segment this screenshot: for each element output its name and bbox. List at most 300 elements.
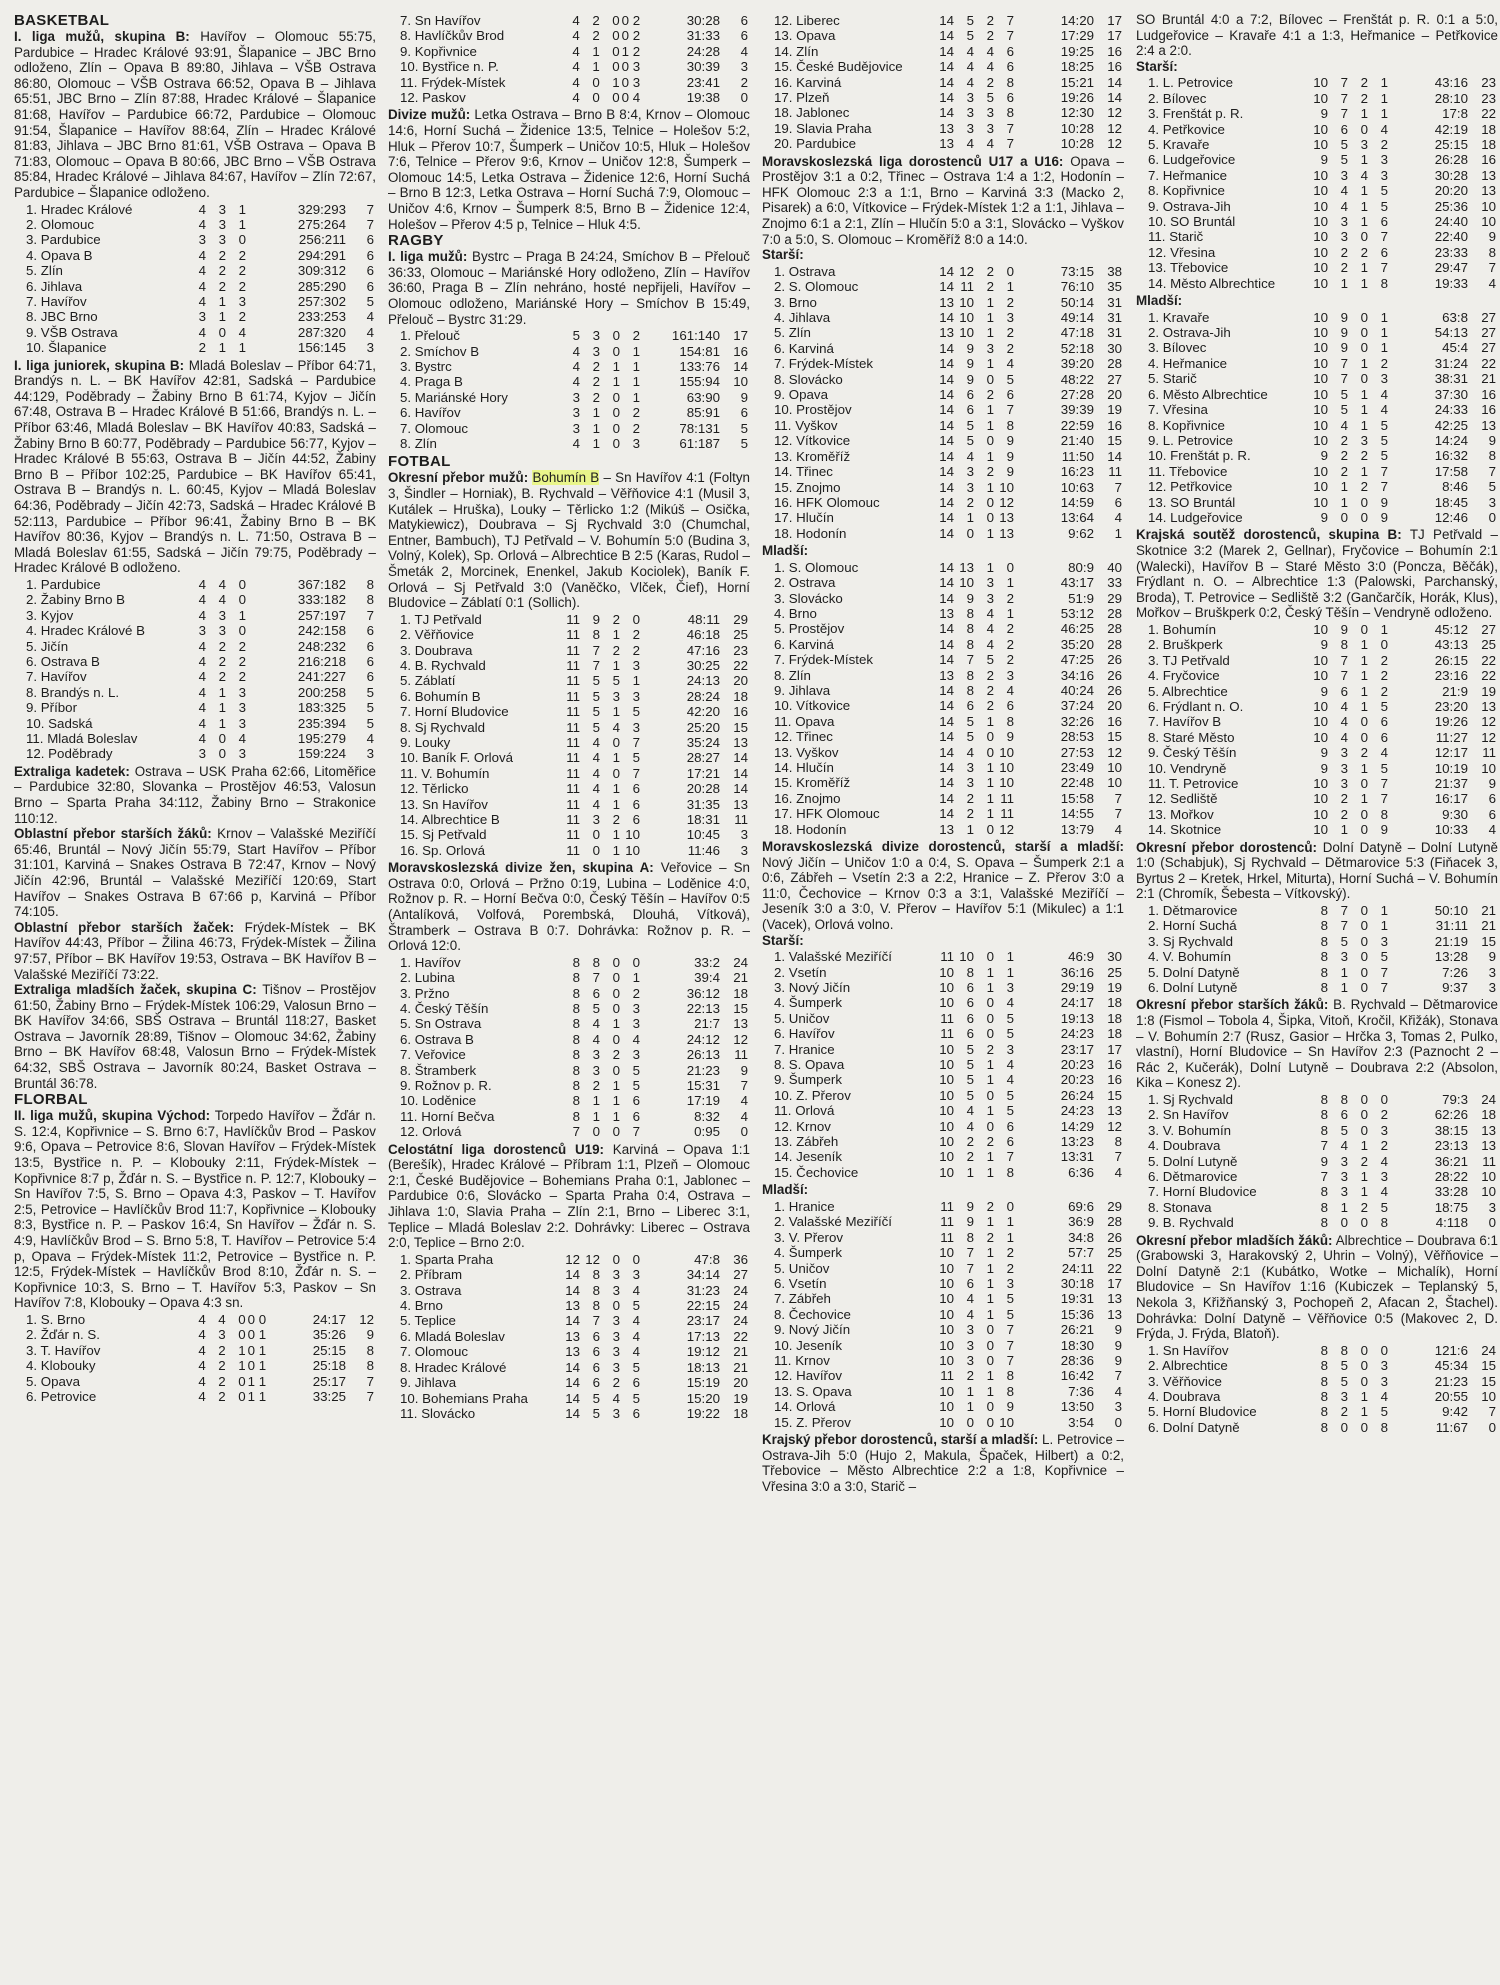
table-row — [762, 668, 1124, 683]
losses-cell: 1 2 — [621, 43, 641, 59]
score-cell: 233:253 — [297, 309, 346, 325]
table-row — [762, 449, 1124, 464]
wins-cell: 1 — [218, 700, 226, 716]
score-cell: 40:24 — [1060, 682, 1094, 698]
wins-cell: 3 — [1340, 1389, 1348, 1404]
score-cell: 19:33 — [1434, 275, 1468, 291]
points-cell: 6 — [1488, 806, 1496, 822]
draws-cell: 0 — [1360, 325, 1368, 341]
losses-cell: 3 — [1380, 1373, 1388, 1389]
draws-cell: 1 — [986, 479, 994, 495]
losses-cell: 1 — [1380, 90, 1388, 106]
team-cell: 3. Věřňovice — [1148, 1373, 1222, 1389]
losses-cell: 7 — [632, 1124, 640, 1140]
points-cell: 7 — [366, 1373, 374, 1389]
points-cell: 22 — [733, 1328, 748, 1344]
played-cell: 10 — [1313, 621, 1328, 637]
draws-cell: 3 — [986, 590, 994, 606]
points-cell: 4 — [1114, 821, 1122, 837]
losses-cell — [248, 309, 268, 324]
wins-cell: 6 — [1340, 1107, 1348, 1123]
points-cell: 16 — [1107, 1057, 1122, 1073]
points-cell: 0 — [1488, 1215, 1496, 1231]
team-cell: 3. Slovácko — [774, 590, 843, 606]
team-cell: 4. V. Bohumín — [1148, 949, 1232, 965]
score-cell: 285:290 — [297, 278, 346, 294]
wins-cell: 10 — [959, 310, 974, 326]
score-cell: 32:26 — [1060, 713, 1094, 729]
points-cell: 17 — [1107, 13, 1122, 28]
played-cell: 14 — [939, 729, 954, 745]
wins-cell: 7 — [592, 970, 600, 986]
wins-cell: 1 — [218, 684, 226, 700]
points-cell: 13 — [1481, 1122, 1496, 1138]
table-row — [1136, 106, 1498, 121]
wins-cell: 4 — [1340, 714, 1348, 730]
losses-cell: 7 — [1006, 120, 1014, 136]
played-cell: 3 — [572, 420, 580, 436]
competition-name: Krajská soutěž dorostenců, skupina B: — [1136, 527, 1402, 543]
wins-cell: 2 — [1340, 244, 1348, 260]
table-row — [762, 387, 1124, 402]
played-cell: 14 — [565, 1375, 580, 1391]
team-cell: 7. Frýdek-Místek — [774, 356, 874, 372]
draws-cell: 1 — [612, 750, 620, 766]
results-paragraph: Krajská soutěž dorostenců, skupina B: TJ Petřvald – Skotnice 3:2 (Marek 2, Gellnar), Fryčovice – Bohumín 2:1 (Walecki), Havířov B – Staré Město 3:0 (Poncza, Běčák), Frýdlant n. O. – Albrechtice 1:3 (Palowski, Parchanský, Broda), T. Petrovice – Sedliště 3:2 (Gančarčík, Horák, Klus), Mořkov – Bruškperk 0:2, Český Těšín – Vendryně odloženo. — [1136, 527, 1498, 621]
results-paragraph: Okresní přebor dorostenců: Dolní Datyně – Dolní Lutyně 1:0 (Schabjuk), Sj Rychvald – Dětmarovice 5:3 (Fiňacek 3, Byrtus 2 – Kretek, Hrkel, Miturta), Horní Suchá – V. Bohumín 2:1 (Chromík, Šebesta – Vítkovský). — [1136, 839, 1498, 902]
wins-cell: 6 — [966, 402, 974, 418]
points-cell: 11 — [1482, 745, 1496, 761]
table-row — [1136, 418, 1498, 433]
played-cell: 14 — [565, 1405, 580, 1421]
draws-cell: 0 — [612, 420, 620, 436]
points-cell: 15 — [733, 1001, 748, 1017]
table-row — [762, 1353, 1124, 1368]
wins-cell: 9 — [1340, 340, 1348, 356]
losses-cell: 2 — [1380, 668, 1388, 684]
table-row — [14, 731, 376, 746]
table-row — [388, 970, 750, 985]
played-cell: 4 — [198, 669, 206, 685]
draws-cell: 3 — [612, 1267, 620, 1283]
score-cell: 39:4 — [694, 970, 720, 986]
team-cell: 10. Bohemians Praha — [400, 1390, 528, 1406]
team-cell: 2. Horní Suchá — [1148, 918, 1237, 934]
points-cell: 16 — [1107, 1072, 1122, 1088]
points-cell: 31 — [1107, 294, 1122, 310]
losses-cell — [248, 294, 268, 309]
team-cell: 9. Jihlava — [400, 1375, 457, 1391]
subheading: Starší: — [762, 247, 804, 263]
losses-cell: 0 1 — [247, 1342, 267, 1358]
losses-cell: 0 2 — [621, 28, 641, 44]
team-cell: 6. Ludgeřovice — [1148, 152, 1236, 168]
wins-cell: 4 — [966, 59, 974, 75]
score-cell: 20:55 — [1434, 1389, 1468, 1404]
draws-cell: 1 — [612, 1078, 620, 1094]
team-cell: 8. Kopřivnice — [1148, 417, 1225, 433]
played-cell: 4 — [572, 436, 580, 451]
competition-name: Extraliga kadetek: — [14, 763, 130, 779]
wins-cell: 5 — [1340, 1358, 1348, 1374]
losses-cell: 7 — [1380, 775, 1388, 791]
team-cell: 2. Příbram — [400, 1267, 463, 1283]
points-cell: 25 — [1481, 637, 1496, 653]
losses-cell: 5 — [1380, 417, 1388, 433]
team-cell: 1. Sn Havířov — [1148, 1342, 1229, 1358]
wins-cell: 4 — [592, 781, 600, 797]
team-cell: 15. České Budějovice — [774, 59, 903, 75]
team-cell: 6. Ostrava B — [26, 653, 100, 669]
points-cell: 13 — [1107, 1103, 1122, 1119]
played-cell: 4 — [198, 278, 206, 294]
wins-cell: 1 — [1340, 275, 1348, 291]
points-cell: 8 — [366, 576, 374, 592]
draws-cell: 0 — [612, 1124, 620, 1140]
wins-cell: 5 — [1340, 386, 1348, 402]
subheading: Mladší: — [762, 543, 809, 559]
team-cell: 10. Jeseník — [774, 1337, 843, 1353]
score-cell: 23:20 — [1434, 698, 1468, 714]
played-cell: 8 — [1320, 1419, 1328, 1435]
losses-cell: 8 — [1380, 1419, 1388, 1435]
played-cell: 8 — [1320, 902, 1328, 918]
table-row — [762, 1291, 1124, 1306]
wins-cell: 8 — [966, 636, 974, 652]
team-cell: 6. Dolní Lutyně — [1148, 980, 1238, 995]
score-cell: 195:279 — [297, 730, 346, 746]
wins-cell: 8 — [592, 1298, 600, 1314]
table-row — [14, 1343, 376, 1358]
played-cell: 10 — [1313, 260, 1328, 276]
played-cell: 11 — [940, 1229, 954, 1245]
competition-name: Moravskoslezská divize žen, skupina A: — [388, 860, 654, 876]
team-cell: 14. Albrechtice B — [400, 812, 500, 828]
score-cell: 48:22 — [1060, 371, 1094, 387]
table-row — [388, 627, 750, 642]
draws-cell: 1 — [612, 842, 620, 858]
draws-cell: 2 — [986, 698, 994, 714]
played-cell: 10 — [1313, 791, 1328, 807]
score-cell: 24:13 — [686, 673, 720, 689]
wins-cell: 0 — [218, 730, 226, 746]
team-cell: 8. Stonava — [1148, 1199, 1212, 1215]
table-row — [14, 1327, 376, 1342]
table-row — [388, 75, 750, 90]
wins-cell: 6 — [592, 1344, 600, 1360]
score-cell: 13:50 — [1060, 1399, 1094, 1415]
table-row — [762, 1134, 1124, 1149]
table-row — [762, 822, 1124, 837]
points-cell: 11 — [1108, 464, 1122, 480]
table-row — [14, 325, 376, 340]
losses-cell: 6 — [1006, 1134, 1014, 1150]
wins-cell: 5 — [592, 1405, 600, 1421]
table-row — [14, 592, 376, 607]
wins-cell: 2 — [1340, 260, 1348, 276]
team-cell: 1. Kravaře — [1148, 309, 1210, 325]
points-cell: 27 — [1481, 309, 1496, 325]
played-cell: 10 — [939, 1322, 954, 1338]
team-cell: 10. Baník F. Orlová — [400, 750, 514, 766]
played-cell: 10 — [1313, 386, 1328, 402]
score-cell: 51:9 — [1068, 590, 1094, 606]
wins-cell: 2 — [592, 358, 600, 374]
wins-cell: 6 — [966, 387, 974, 403]
played-cell: 10 — [1313, 714, 1328, 730]
score-cell: 24:23 — [1060, 1103, 1094, 1119]
points-cell: 9 — [1488, 432, 1496, 448]
competition-name: I. liga juniorek, skupina B: — [14, 357, 185, 373]
draws-cell: 0 — [238, 1389, 246, 1404]
wins-cell: 6 — [966, 1275, 974, 1291]
score-cell: 39:20 — [1060, 356, 1094, 372]
draws-cell: 2 — [612, 1375, 620, 1391]
wins-cell: 1 — [1340, 964, 1348, 980]
played-cell: 10 — [939, 1352, 954, 1368]
table-row — [762, 418, 1124, 433]
draws-cell: 1 — [986, 448, 994, 464]
draws-cell: 3 — [238, 700, 246, 716]
played-cell: 10 — [1313, 229, 1328, 245]
table-row — [762, 1011, 1124, 1026]
team-cell: 8. Sj Rychvald — [400, 719, 485, 735]
table-row — [388, 843, 750, 858]
wins-cell: 7 — [1340, 371, 1348, 387]
wins-cell: 5 — [966, 1057, 974, 1073]
score-cell: 47:18 — [1060, 325, 1094, 341]
losses-cell: 6 — [1006, 698, 1014, 714]
team-cell: 6. Dětmarovice — [1148, 1169, 1238, 1184]
draws-cell: 3 — [612, 688, 620, 704]
score-cell: 49:14 — [1060, 310, 1094, 326]
losses-cell: 4 — [1380, 402, 1388, 418]
losses-cell: 8 — [1380, 275, 1388, 291]
competition-name: I. liga mužů: — [388, 249, 468, 265]
score-cell: 16:17 — [1434, 791, 1468, 807]
losses-cell: 3 — [1006, 980, 1014, 995]
wins-cell: 1 — [592, 1108, 600, 1124]
losses-cell: 5 — [632, 1298, 640, 1314]
draws-cell: 0 — [986, 1118, 994, 1134]
table-row — [762, 965, 1124, 980]
wins-cell: 7 — [592, 642, 600, 658]
played-cell: 11 — [940, 949, 954, 965]
played-cell: 10 — [1313, 652, 1328, 668]
wins-cell: 4 — [218, 1311, 226, 1327]
draws-cell: 1 — [1360, 1389, 1368, 1404]
table-row — [762, 90, 1124, 105]
table-row — [14, 685, 376, 700]
wins-cell: 7 — [966, 1260, 974, 1276]
team-cell: 16. Karviná — [774, 74, 842, 90]
team-cell: 14. Město Albrechtice — [1148, 275, 1276, 291]
losses-cell: 2 — [1380, 652, 1388, 668]
score-cell: 19:25 — [1060, 43, 1094, 59]
score-cell: 200:258 — [297, 684, 346, 700]
team-cell: 2. Sn Havířov — [1148, 1107, 1229, 1123]
points-cell: 27 — [1481, 340, 1496, 356]
played-cell: 14 — [939, 744, 954, 760]
losses-cell: 9 — [1006, 464, 1014, 480]
team-cell: 1. TJ Petřvald — [400, 611, 482, 627]
losses-cell — [248, 669, 268, 684]
score-cell: 18:45 — [1434, 494, 1468, 510]
score-cell: 35:20 — [1060, 636, 1094, 652]
losses-cell: 6 — [632, 812, 640, 828]
losses-cell: 0 — [1380, 1091, 1388, 1107]
team-cell: 6. Bohumín B — [400, 688, 481, 704]
points-cell: 31 — [1107, 310, 1122, 326]
draws-cell: 0 — [1360, 371, 1368, 387]
points-cell: 40 — [1107, 559, 1122, 575]
losses-cell: 0 3 — [621, 74, 641, 90]
draws-cell: 4 — [238, 324, 246, 340]
score-cell: 62:26 — [1434, 1107, 1468, 1123]
score-cell: 19:38 — [686, 90, 721, 106]
score-cell: 20:23 — [1060, 1057, 1094, 1073]
draws-cell: 0 — [1360, 229, 1368, 245]
losses-cell: 2 — [632, 642, 640, 658]
losses-cell: 1 — [1380, 918, 1388, 934]
played-cell: 14 — [939, 448, 954, 464]
draws-cell: 1 — [1360, 275, 1368, 291]
score-cell: 8:46 — [1442, 479, 1468, 495]
draws-cell: 1 — [238, 340, 246, 356]
losses-cell: 8 — [1006, 1368, 1014, 1384]
points-cell: 12 — [1481, 729, 1496, 745]
score-cell: 29:19 — [1060, 980, 1094, 995]
score-cell: 24:12 — [686, 1031, 720, 1047]
highlighted-team: Bohumín B — [532, 470, 600, 486]
draws-cell: 1 — [986, 1275, 994, 1291]
played-cell: 14 — [565, 1359, 580, 1375]
wins-cell: 2 — [1340, 791, 1348, 807]
table-row — [1136, 137, 1498, 152]
draws-cell: 0 — [1360, 1419, 1368, 1435]
draws-cell: 0 — [238, 623, 246, 639]
wins-cell: 6 — [1340, 683, 1348, 699]
score-cell: 183:325 — [297, 700, 346, 716]
draws-cell: 0 — [986, 729, 994, 745]
draws-cell: 1 — [986, 1103, 994, 1119]
score-cell: 241:227 — [297, 669, 346, 685]
wins-cell: 1 — [966, 1383, 974, 1399]
losses-cell: 2 — [1006, 590, 1014, 606]
played-cell: 9 — [1320, 760, 1328, 776]
played-cell: 7 — [1320, 1138, 1328, 1154]
wins-cell: 1 — [592, 1093, 600, 1109]
draws-cell: 2 — [986, 1134, 994, 1150]
losses-cell: 4 — [1006, 1072, 1014, 1088]
played-cell: 8 — [1320, 949, 1328, 965]
played-cell: 4 — [572, 59, 580, 75]
wins-cell: 3 — [592, 1047, 600, 1063]
losses-cell: 8 — [1006, 1164, 1014, 1180]
score-cell: 45:4 — [1442, 340, 1468, 356]
score-cell: 25:20 — [686, 719, 720, 735]
team-cell: 14. Ludgeřovice — [1148, 509, 1243, 525]
wins-cell: 5 — [592, 1390, 600, 1406]
table-row — [762, 806, 1124, 821]
losses-cell — [248, 639, 268, 654]
table-row — [762, 1103, 1124, 1118]
results-paragraph: Extraliga kadetek: Ostrava – USK Praha 62:66, Litoměřice – Pardubice 32:80, Slovanka – Prostějov 46:53, Valosun Brno – Sparta Praha 34:112, Žabiny Brno – Strakonice 110:12. — [14, 763, 376, 826]
team-cell: 5. Opava — [26, 1373, 80, 1389]
table-row — [388, 436, 750, 451]
wins-cell: 3 — [966, 775, 974, 791]
played-cell: 4 — [198, 730, 206, 746]
draws-cell: 3 — [612, 1313, 620, 1329]
wins-cell: 2 — [966, 806, 974, 822]
points-cell: 0 — [1488, 1419, 1496, 1435]
team-cell: 12. Paskov — [400, 90, 466, 106]
draws-cell: 1 — [1360, 355, 1368, 371]
team-cell: 3. Nový Jičín — [774, 980, 851, 995]
points-cell: 10 — [1481, 198, 1496, 214]
played-cell: 3 — [198, 623, 206, 639]
team-cell: 2. S. Olomouc — [774, 279, 859, 295]
played-cell: 4 — [572, 74, 580, 90]
draws-cell: 1 — [238, 1342, 246, 1358]
played-cell: 4 — [572, 358, 580, 374]
draws-cell: 1 — [986, 1072, 994, 1088]
points-cell: 22 — [733, 657, 748, 673]
table-row — [762, 325, 1124, 340]
competition-name: Okresní přebor starších žáků: — [1136, 997, 1329, 1013]
played-cell: 8 — [572, 1016, 580, 1032]
team-cell: 7. Frýdek-Místek — [774, 652, 874, 668]
wins-cell: 3 — [592, 812, 600, 828]
table-row — [762, 683, 1124, 698]
draws-cell: 0 — [238, 232, 246, 248]
played-cell: 10 — [939, 1260, 954, 1276]
played-cell: 11 — [566, 719, 580, 735]
points-cell: 16 — [1107, 713, 1122, 729]
points-cell: 16 — [733, 704, 748, 720]
draws-cell: 2 — [612, 642, 620, 658]
draws-cell: 2 — [986, 74, 994, 90]
played-cell: 14 — [939, 775, 954, 791]
points-cell: 30 — [1107, 340, 1122, 356]
wins-cell: 2 — [592, 374, 600, 390]
losses-cell: 10 — [625, 842, 640, 858]
table-row — [1136, 934, 1498, 949]
played-cell: 14 — [939, 652, 954, 668]
wins-cell: 3 — [966, 479, 974, 495]
losses-cell: 10 — [625, 827, 640, 843]
team-cell: 1. S. Olomouc — [774, 559, 859, 575]
losses-cell: 5 — [1006, 1103, 1014, 1119]
table-row — [388, 374, 750, 389]
played-cell: 10 — [939, 1245, 954, 1261]
losses-cell: 0 1 — [247, 1358, 267, 1374]
team-cell: 2. Bruškperk — [1148, 637, 1223, 653]
wins-cell: 13 — [959, 559, 974, 575]
table-row — [762, 1245, 1124, 1260]
points-cell: 15 — [733, 719, 748, 735]
wins-cell: 5 — [1340, 933, 1348, 949]
draws-cell: 0 — [1360, 949, 1368, 965]
team-cell: 5. Kravaře — [1148, 137, 1210, 152]
played-cell: 10 — [939, 1072, 954, 1088]
wins-cell: 6 — [966, 698, 974, 714]
results-paragraph: II. liga mužů, skupina Východ: Torpedo Havířov – Žďár n. S. 12:4, Kopřivnice – S. Brno 6:7, Havlíčkův Brod – Paskov 9:6, Opava – Petrovice 8:6, Slovan Havířov – Frýdek-Místek 13:5, Bystřice n. P. – Klobouky 2:11, Frýdek-Místek – Kopřivnice 8:7 p, Žďár n. S. – Bystřice n. P. 12:7, Klobouky – Sn Havířov 7:5, S. Brno – Opava 4:3, Paskov – T. Havířov 2:5, Petrovice – Havlíčkův Brod 11:7, Kopřivnice – Klobouky 8:3, Bystřice n. P. – Paskov 16:4, Sn Havířov – Žďár n. S. 4:9, Havlíčkův Brod – S. Brno 5:8, T. Havířov – Petrovice 5:4 p, Opava – Frýdek-Místek 11:2, Petrovice – Bystřice n. P. 12:5, Frýdek-Místek – Havlíčkův Brod 8:10, Žďár n. S. – Kopřivnice 10:3, S. Brno – T. Havířov 5:3, Paskov – Sn Havířov 7:8, Klobouky – Opava 4:3 sn. — [14, 1108, 376, 1311]
played-cell: 13 — [939, 667, 954, 683]
losses-cell: 11 — [1000, 790, 1014, 806]
draws-cell: 1 — [612, 1016, 620, 1032]
score-cell: 23:41 — [686, 74, 721, 90]
